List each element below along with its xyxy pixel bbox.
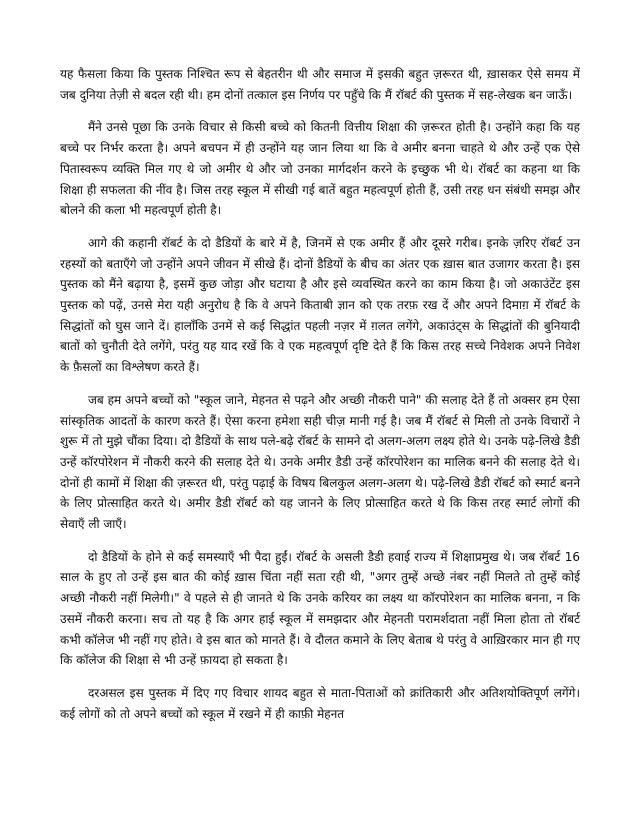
paragraph-two-dads: आगे की कहानी रॉबर्ट के दो डैडियों के बारे में है, जिनमें से एक अमीर हैं और दूसरे गरीब। इनके ज़रिए रॉबर्ट उन रहस्यों को बताएँगे जो उन्होंने अपने जीवन में सीखे हैं। दोनों डैडियों के बीच का अंतर एक ख़ास बात उजागर करता है। इस पुस्तक को मैंने बढ़ाया है, इसमें कुछ जोड़ा और घटाया है और इसे व्यवस्थित करने का काम किया है। जो अकाउंटेंट इस पुस्तक को पढ़ें, उनसे मेरा यही अनुरोध है कि वे अपने किताबी ज्ञान को एक तरफ़ रख दें और अपने दिमाग़ में रॉबर्ट के सिद्धांतों को घुस जाने दें। हालाँकि उनमें से कई सिद्धांत पहली नज़र में ग़लत लगेंगे, अकाउंट्स के सिद्धांतों की बुनियादी बातों को चुनौती देते लगेंगे, परंतु यह याद रखें कि वे एक महत्वपूर्ण दृष्टि देते हैं कि किस तरह सच्चे निवेशक अपने निवेश के फ़ैसलों का विश्लेषण करते हैं। bbox=[60, 235, 581, 375]
document-page bbox=[60, 64, 580, 736]
paragraph-problems: दो डैडियों के होने से कई समस्याएँ भी पैदा हुईं। रॉबर्ट के असली डैडी हवाई राज्य में शिक्षाप्रमुख थे। जब रॉबर्ट 16 साल के हुए तो उन्हें इस बात की कोई ख़ास चिंता नहीं सता रही थी, "अगर तुम्हें अच्छे नंबर नहीं मिलते तो तुम्हें कोई अच्छी नौकरी नहीं मिलेगी।" वे पहले से ही जानते थे कि उनके करियर का लक्ष्य था कॉरपोरेशन का मालिक बनना, न कि उसमें नौकरी करना। सच तो यह है कि अगर हाई स्कूल में समझदार और मेहनती परामर्शदाता नहीं मिला होता तो रॉबर्ट कभी कॉलेज भी नहीं गए होते। वे इस बात को मानते हैं। वे दौलत कमाने के लिए बेताब थे परंतु वे आख़िरकार मान ही गए कि कॉलेज की शिक्षा से भी उन्हें फ़ायदा हो सकता है। bbox=[60, 549, 580, 668]
paragraph-school-advice: जब हम अपने बच्चों को "स्कूल जाने, मेहनत से पढ़ने और अच्छी नौकरी पाने" की सलाह देते हैं तो अक्सर हम ऐसा सांस्कृतिक आदतों के कारण करते हैं। ऐसा करना हमेशा सही चीज़ मानी गई है। जब मैं रॉबर्ट से मिली तो उनके विचारों ने शुरू में तो मुझे चौंका दिया। दो डैडियों के साथ पले-बढ़े रॉबर्ट के सामने दो अलग-अलग लक्ष्य होते थे। उनके पढ़े-लिखे डैडी उन्हें कॉरपोरेशन में नौकरी करने की सलाह देते थे। उनके अमीर डैडी उन्हें कॉरपोरेशन का मालिक बनने की सलाह देते थे। दोनों ही कामों में शिक्षा की ज़रूरत थी, परंतु पढ़ाई के विषय बिलकुल अलग-अलग थे। पढ़े-लिखे डैडी रॉबर्ट को स्मार्ट बनने के लिए प्रोत्साहित करते थे। अमीर डैडी रॉबर्ट को यह जानने के लिए प्रोत्साहित करते थे कि किस तरह स्मार्ट लोगों की सेवाएँ ली जाएँ। bbox=[60, 392, 580, 532]
paragraph-financial-education: मैंने उनसे पूछा कि उनके विचार से किसी बच्चे को कितनी वित्तीय शिक्षा की ज़रूरत होती है। उन्होंने कहा कि यह बच्चे पर निर्भर करता है। अपने बचपन में ही उन्होंने यह जान लिया था कि वे अमीर बनना चाहते थे और उन्हें एक ऐसे पितास्वरूप व्यक्ति मिल गए थे जो अमीर थे और जो उनका मार्गदर्शन करने के इच्छुक भी थे। रॉबर्ट का कहना था कि शिक्षा ही सफलता की नींव है। जिस तरह स्कूल में सीखी गई बातें बहुत महत्वपूर्ण होती हैं, उसी तरह धन संबंधी समझ और बोलने की कला भी महत्वपूर्ण होती है। bbox=[60, 120, 580, 218]
paragraph-decision: यह फैसला किया कि पुस्तक निश्चित रूप से बेहतरीन थी और समाज में इसकी बहुत ज़रूरत थी, ख़ासकर ऐसे समय में जब दुनिया तेज़ी से बदल रही थी। हम दोनों तत्काल इस निर्णय पर पहुँचे कि मैं रॉबर्ट की पुस्तक में सह-लेखक बन जाऊँ। bbox=[60, 67, 580, 102]
paragraph-ideas: दरअसल इस पुस्तक में दिए गए विचार शायद बहुत से माता-पिताओं को क्रांतिकारी और अतिशयोक्तिपूर्ण लगेंगे। कई लोगों को तो अपने बच्चों को स्कूल में रखने में ही काफ़ी मेहनत bbox=[60, 685, 580, 721]
